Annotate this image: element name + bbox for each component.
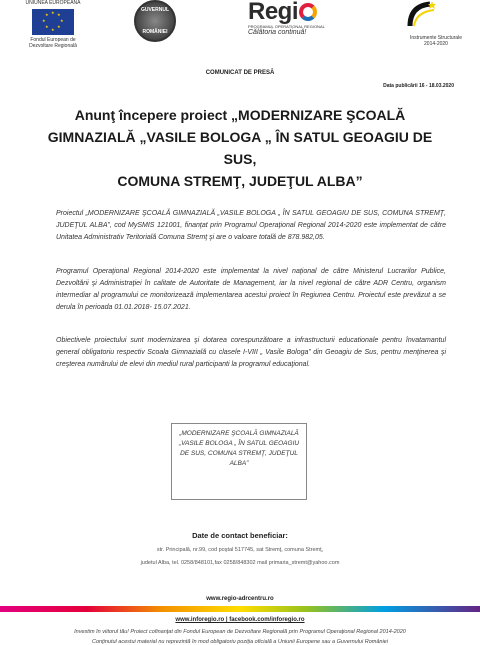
website-link[interactable]: www.regio-adrcentru.ro [206, 596, 274, 602]
page-title [40, 104, 440, 192]
regio-logo-word: Regi [248, 0, 299, 25]
title-line-3: COMUNA STREMŢ, JUDEŢUL ALBA” [117, 173, 363, 189]
paragraph-program-implementation: Programul Operaţional Regional 2014-2020 este implementat la nivel naţional de către Ministerul Lucrarilor Publice, Dezvoltării şi Administraţiei în calitate de Autoritate de Management, iar la nivel regional de către ADR Centru, organism intermediar al programului ce monitorizează implementarea acestui proiect în Regiunea Centru. Proiectul este prevăzut a se derula în perioada 01.01.2018- 15.07.2021. [56, 268, 446, 311]
gov-seal-text-bottom: ROMÂNIEI [142, 29, 168, 35]
eu-logo-top-text: UNIUNEA EUROPEANĂ [25, 0, 81, 6]
footer-disclaimer-2: Conţinutul acestui material nu reprezintă în mod obligatoriu poziţia oficială a Uniunii Europene sau a Guvernului României [92, 639, 388, 645]
footer-disclaimer: Investim în viitorul tău! Proiect cofinanţat din Fondul European de Dezvoltare Regională prin Programul Operaţional Regional 2014-2020 [74, 629, 406, 635]
instrumente-structurale-logo [406, 0, 466, 47]
eu-logo [24, 0, 82, 49]
gov-seal-text-top: GUVERNUL [140, 7, 170, 13]
is-logo-caption-1: Instrumente Structurale [410, 35, 462, 41]
eu-logo-caption-1: Fondul European de [30, 37, 76, 43]
regio-o-icon [299, 3, 317, 21]
regio-tagline: Călătoria continuă! [248, 29, 307, 36]
is-logo-caption-2: 2014-2020 [424, 41, 448, 47]
eu-flag-icon: ★ ★ ★ ★ ★ ★ ★ ★ [32, 9, 74, 35]
logo-bar [0, 0, 480, 56]
document-type-label: COMUNICAT DE PRESĂ [205, 70, 275, 76]
contact-phone-email: judetul Alba, tel. 0258/848101,fax 0258/848302 mail primaria_stremt@yahoo.com [140, 560, 340, 566]
regio-program-line: PROGRAMUL OPERAȚIONAL REGIONAL [248, 24, 325, 29]
paragraph-project-objectives: Obiectivele proiectului sunt modernizarea şi dotarea corespunzătoare a infrastructurii educationale pentru învatamantul general obligatoriu respectiv Scoala Gimnazială cu clasele I-VIII „ Vasile Bologa” din Geoagiu de Sus, pentru menţinerea şi creşterea numărului de elevi din mediul rural participanti la programul educaţional. [56, 337, 446, 368]
project-name-box: „MODERNIZARE ŞCOALĂ GIMNAZIALĂ „VASILE BOLOGA „ ÎN SATUL GEOAGIU DE SUS, COMUNA STREMŢ, JUDEŢUL ALBA” [171, 423, 307, 500]
social-links[interactable]: www.inforegio.ro | facebook.com/inforegio.ro [175, 617, 305, 623]
eu-logo-caption-2: Dezvoltare Regională [29, 43, 77, 49]
paragraph-project-description: Proiectul „MODERNIZARE ŞCOALĂ GIMNAZIALĂ „VASILE BOLOGA „ ÎN SATUL GEOAGIU DE SUS, COMUNA STREMŢ, JUDEŢUL ALBA”, cod MySMIS 121001, finanţat prin Programul Operaţional Regional 2014-2020 este implementat de către Unitatea Administrativ Teritorială Comuna Stremţ şi are o valoare totală de 878.982,05. [56, 210, 446, 241]
contact-address: str. Principală, nr.99, cod poştal 517745, sat Stremţ, comuna Stremţ, [156, 547, 324, 553]
contact-title: Date de contact beneficiar: [192, 531, 288, 540]
title-line-2: GIMNAZIALĂ „VASILE BOLOGA „ ÎN SATUL GEOAGIU DE SUS, [47, 129, 433, 167]
regio-logo [248, 0, 358, 36]
title-line-1: Anunţ începere proiect „MODERNIZARE ŞCOALĂ [74, 107, 406, 123]
romanian-government-seal [134, 0, 176, 42]
is-star-arc-icon [406, 0, 440, 30]
publication-date: Data publicării 16 - 18.03.2020 [383, 83, 454, 89]
footer-color-band [0, 606, 480, 612]
